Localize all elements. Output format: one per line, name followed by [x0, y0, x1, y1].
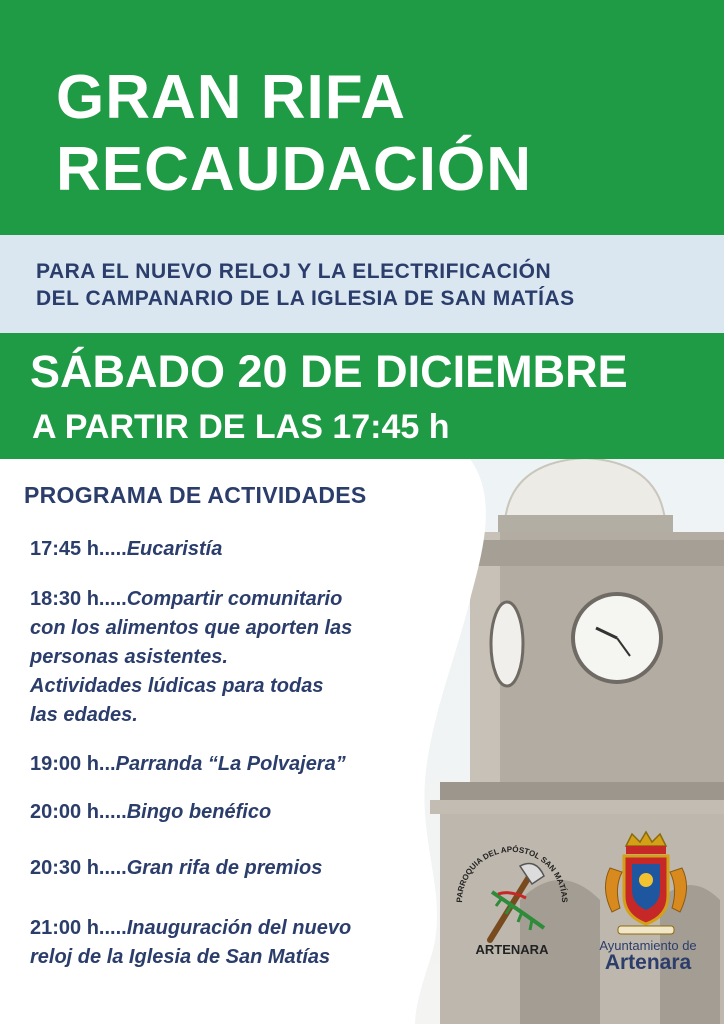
parish-ring-text: PARROQUIA DEL APÓSTOL SAN MATÍAS: [454, 844, 570, 903]
event-start-time: A PARTIR DE LAS 17:45 h: [32, 408, 450, 446]
subtitle-line-1: PARA EL NUEVO RELOJ Y LA ELECTRIFICACIÓN: [36, 260, 552, 283]
program-item-time: 20:30 h.....: [30, 857, 127, 879]
program-item-detail: las edades.: [30, 704, 138, 726]
title-line-1: GRAN RIFA: [56, 63, 406, 132]
program-heading: PROGRAMA DE ACTIVIDADES: [24, 482, 367, 508]
program-item: [30, 798, 271, 827]
program-item: [30, 914, 351, 972]
coat-of-arms-logo: [596, 828, 696, 948]
coat-of-arms-name: Artenara: [604, 951, 692, 974]
program-item-desc: Compartir comunitario: [126, 588, 343, 610]
program-item-time: 20:00 h.....: [30, 801, 127, 823]
poster-subtitle: [36, 258, 575, 312]
program-item-desc: Eucaristía: [126, 538, 223, 560]
subtitle-line-2: DEL CAMPANARIO DE LA IGLESIA DE SAN MATÍAS: [36, 287, 575, 310]
program-item-desc: Gran rifa de premios: [126, 857, 323, 879]
parish-seal-name: ARTENARA: [475, 942, 549, 957]
program-item-detail: Actividades lúdicas para todas: [30, 675, 324, 697]
program-item-detail: reloj de la Iglesia de San Matías: [30, 946, 331, 968]
program-item-time: 18:30 h.....: [30, 588, 127, 610]
title-line-2: RECAUDACIÓN: [56, 135, 532, 204]
poster-title: [56, 62, 532, 206]
program-item-desc: Bingo benéfico: [126, 801, 272, 823]
program-item-time: 19:00 h...: [30, 753, 116, 775]
program-item: [30, 585, 352, 730]
program-item-time: 21:00 h.....: [30, 917, 127, 939]
program-item-desc: Inauguración del nuevo: [126, 917, 352, 939]
event-date: SÁBADO 20 DE DICIEMBRE: [30, 346, 628, 397]
program-item-detail: personas asistentes.: [30, 646, 228, 668]
program-item: [30, 750, 346, 779]
coat-of-arms-label: Ayuntamiento de: [599, 938, 697, 953]
program-item: [30, 854, 322, 883]
program-item-detail: con los alimentos que aporten las: [30, 617, 353, 639]
program-item-desc: Parranda “La Polvajera”: [115, 753, 346, 775]
program-item: [30, 535, 222, 564]
program-item-time: 17:45 h.....: [30, 538, 127, 560]
